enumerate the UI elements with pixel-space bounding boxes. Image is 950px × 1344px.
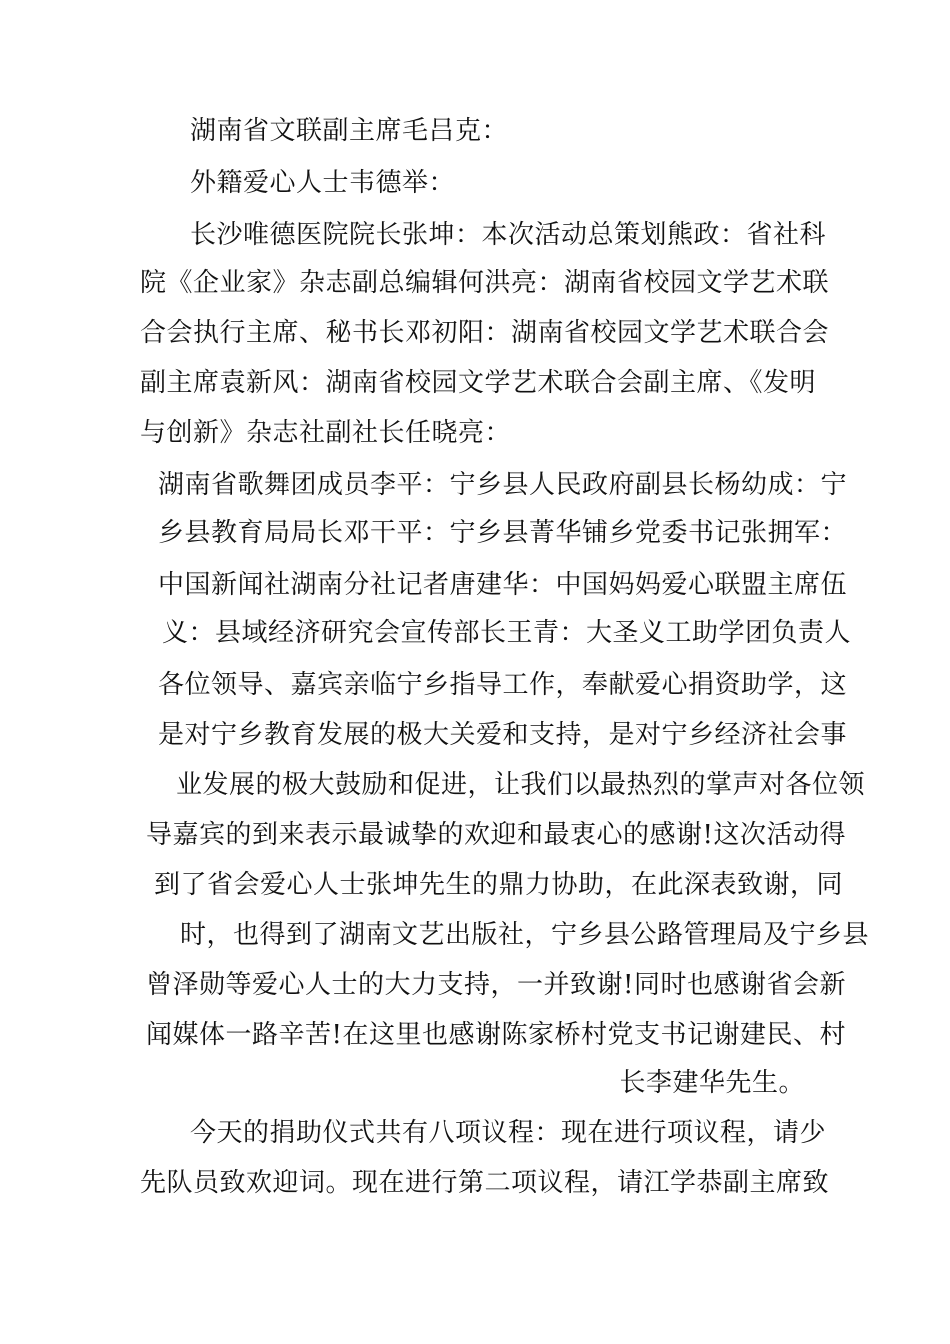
text-line: 副主席袁新风：湖南省校园文学艺术联合会副主席、《发明 bbox=[140, 368, 817, 398]
text-line: 合会执行主席、秘书长邓初阳：湖南省校园文学艺术联合会 bbox=[140, 318, 830, 348]
text-line: 是对宁乡教育发展的极大关爱和支持，是对宁乡经济社会事 bbox=[158, 720, 848, 750]
text-line: 院《企业家》杂志副总编辑何洪亮：湖南省校园文学艺术联 bbox=[140, 268, 830, 298]
text-line: 业发展的极大鼓励和促进，让我们以最热烈的掌声对各位领 bbox=[176, 770, 866, 800]
text-line: 湖南省文联副主席毛吕克： bbox=[190, 116, 509, 146]
text-line: 义：县域经济研究会宣传部长王青：大圣义工助学团负责人 bbox=[162, 618, 852, 648]
text-line: 到了省会爱心人士张坤先生的鼎力协助，在此深表致谢，同 bbox=[154, 870, 844, 900]
text-line: 湖南省歌舞团成员李平：宁乡县人民政府副县长杨幼成：宁 bbox=[158, 470, 848, 500]
text-line: 先队员致欢迎词。现在进行第二项议程，请江学恭副主席致 bbox=[140, 1168, 830, 1198]
text-line: 与创新》杂志社副社长任晓亮： bbox=[140, 418, 512, 448]
text-line: 长沙唯德医院院长张坤：本次活动总策划熊政：省社科 bbox=[190, 220, 827, 250]
text-line: 各位领导、嘉宾亲临宁乡指导工作，奉献爱心捐资助学，这 bbox=[158, 670, 848, 700]
text-line: 外籍爱心人士韦德举： bbox=[190, 168, 456, 198]
text-line: 导嘉宾的到来表示最诚挚的欢迎和最衷心的感谢!这次活动得 bbox=[146, 820, 846, 850]
text-line: 今天的捐助仪式共有八项议程：现在进行项议程，请少 bbox=[190, 1118, 827, 1148]
text-line: 长李建华先生。 bbox=[619, 1068, 805, 1098]
text-line: 曾泽勋等爱心人士的大力支持，一并致谢!同时也感谢省会新 bbox=[146, 970, 846, 1000]
text-line: 时，也得到了湖南文艺出版社，宁乡县公路管理局及宁乡县 bbox=[180, 920, 870, 950]
text-line: 闻媒体一路辛苦!在这里也感谢陈家桥村党支书记谢建民、村 bbox=[146, 1020, 846, 1050]
text-line: 乡县教育局局长邓干平：宁乡县菁华铺乡党委书记张拥军： bbox=[158, 518, 848, 548]
text-line: 中国新闻社湖南分社记者唐建华：中国妈妈爱心联盟主席伍 bbox=[158, 570, 848, 600]
